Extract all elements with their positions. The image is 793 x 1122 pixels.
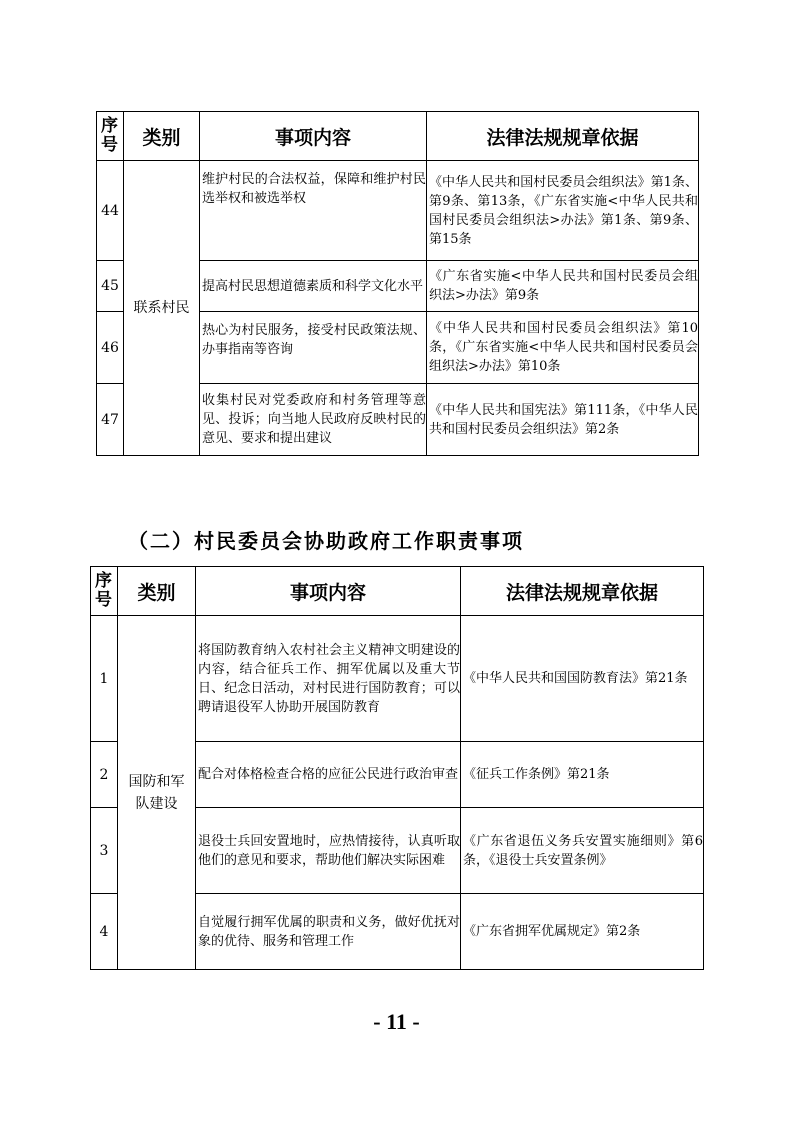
table-row [91,616,704,742]
row-num: 45 [97,261,124,312]
row-num: 46 [97,312,124,384]
row-num: 4 [91,894,118,970]
header-content: 事项内容 [196,567,461,616]
table-header-row [91,567,704,616]
row-basis: 《中华人民共和国宪法》第111条，《中华人民共和国村民委员会组织法》第2条 [427,384,699,456]
row-basis: 《广东省实施<中华人民共和国村民委员会组织法>办法》第9条 [427,261,699,312]
row-num: 3 [91,808,118,894]
row-basis: 《中华人民共和国村民委员会组织法》第1条、第9条、第13条，《广东省实施<中华人民共和国村民委员会组织法>办法》第1条、第9条、第15条 [427,161,699,261]
page-number: - 11 - [373,1009,420,1034]
row-content: 热心为村民服务，接受村民政策法规、办事指南等咨询 [200,312,427,384]
table-village-contact [96,111,699,456]
header-seq: 序号 [97,112,124,161]
table-row [97,161,699,261]
header-content: 事项内容 [200,112,427,161]
category-cell: 联系村民 [124,161,200,456]
row-basis: 《中华人民共和国国防教育法》第21条 [461,616,704,742]
row-basis: 《征兵工作条例》第21条 [461,742,704,808]
row-content: 退役士兵回安置地时，应热情接待，认真听取他们的意见和要求，帮助他们解决实际困难 [196,808,461,894]
row-basis: 《中华人民共和国村民委员会组织法》第10条，《广东省实施<中华人民共和国村民委员会组织法>办法》第10条 [427,312,699,384]
row-content: 将国防教育纳入农村社会主义精神文明建设的内容，结合征兵工作、拥军优属以及重大节日、纪念日活动，对村民进行国防教育；可以聘请退役军人协助开展国防教育 [196,616,461,742]
row-basis: 《广东省拥军优属规定》第2条 [461,894,704,970]
row-num: 44 [97,161,124,261]
header-category: 类别 [124,112,200,161]
row-num: 47 [97,384,124,456]
table-header-row [97,112,699,161]
row-num: 2 [91,742,118,808]
row-content: 配合对体格检查合格的应征公民进行政治审查 [196,742,461,808]
header-seq: 序号 [91,567,118,616]
section-title: （二）村民委员会协助政府工作职责事项 [128,529,524,553]
row-content: 自觉履行拥军优属的职责和义务，做好优抚对象的优待、服务和管理工作 [196,894,461,970]
row-content: 维护村民的合法权益，保障和维护村民选举权和被选举权 [200,161,427,261]
row-content: 提高村民思想道德素质和科学文化水平 [200,261,427,312]
row-basis: 《广东省退伍义务兵安置实施细则》第6条，《退役士兵安置条例》 [461,808,704,894]
row-content: 收集村民对党委政府和村务管理等意见、投诉；向当地人民政府反映村民的意见、要求和提出建议 [200,384,427,456]
header-category: 类别 [118,567,196,616]
category-cell: 国防和军队建设 [118,616,196,970]
header-basis: 法律法规规章依据 [461,567,704,616]
row-num: 1 [91,616,118,742]
table-government-assist [90,566,704,970]
header-basis: 法律法规规章依据 [427,112,699,161]
